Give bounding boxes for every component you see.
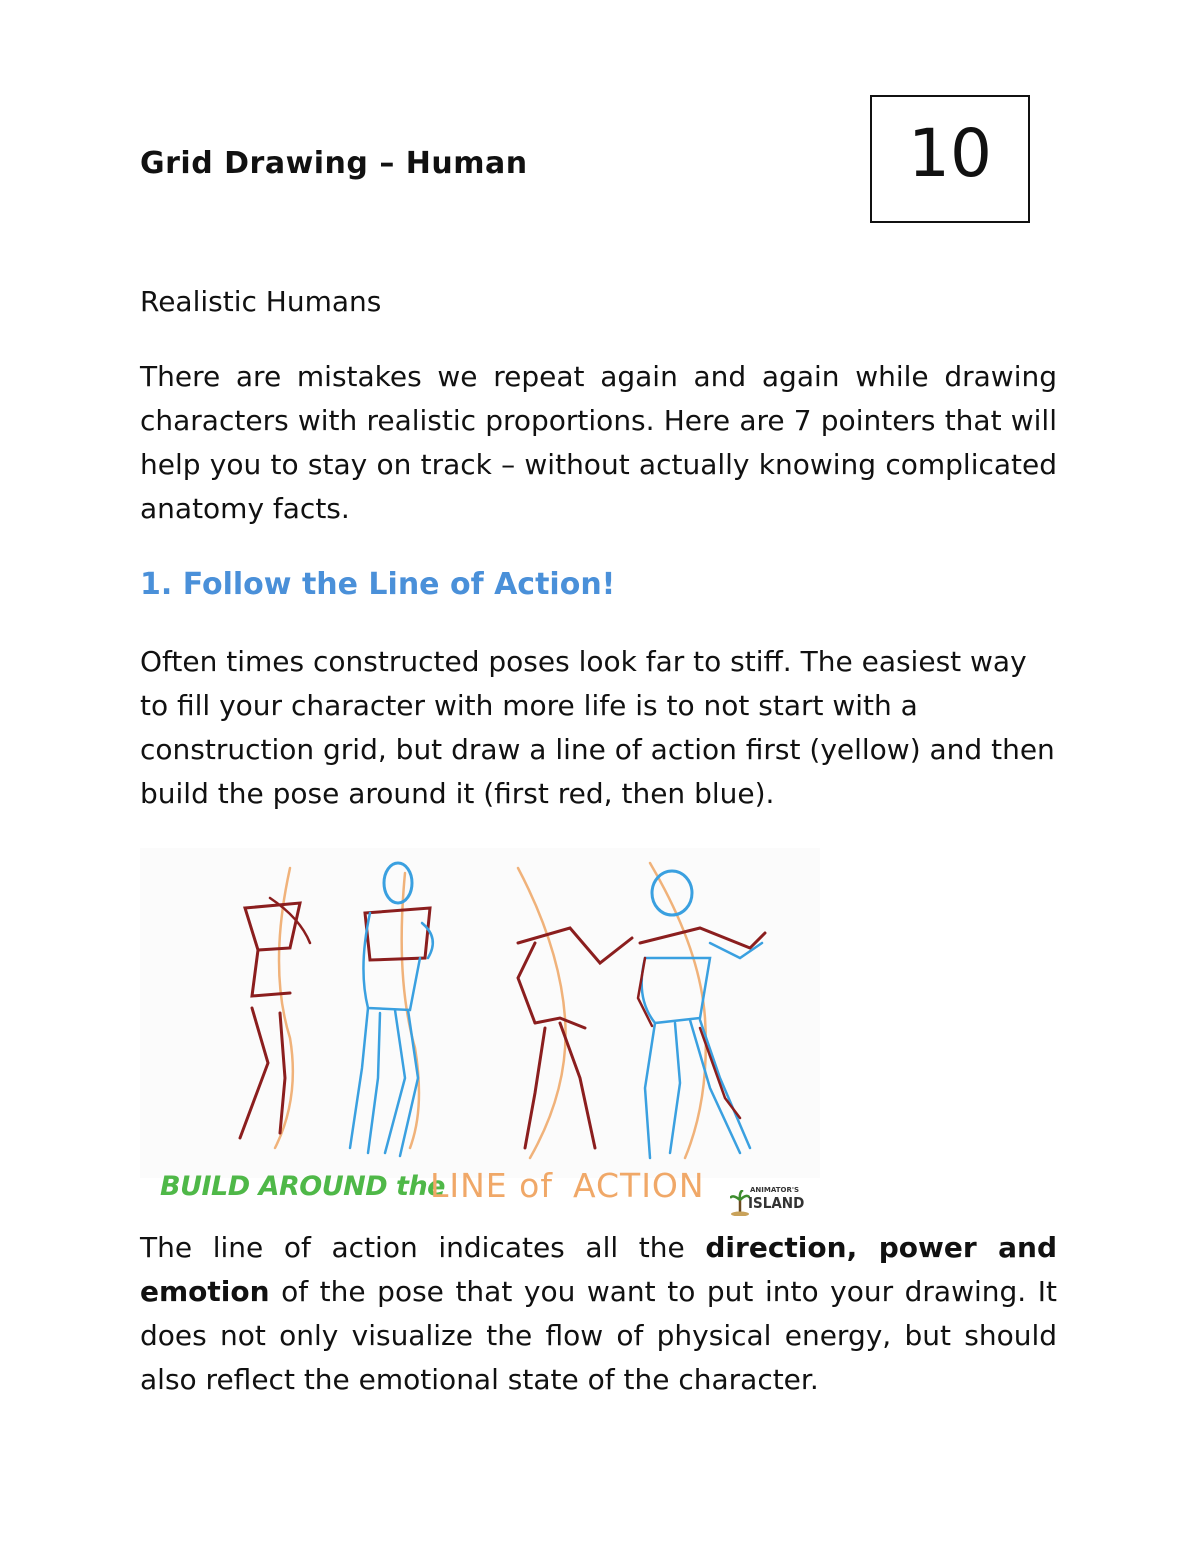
intro-paragraph: There are mistakes we repeat again and again while drawing characters with realistic proportions. Here are 7 pointers that will help you to stay on track – without actually knowing complicated anatomy facts. [140,360,1057,525]
logo-top-text: ANIMATOR'S [750,1186,800,1194]
animators-island-logo [730,1186,805,1220]
line-of-action-illustration [140,848,820,1220]
explanation-text-2: of the pose that you want to put into your drawing. It does not only visualize the flow of physical energy, but should also reflect the emotional state of the character. [140,1275,1057,1396]
caption-line-of: LINE of [430,1166,553,1205]
document-title: Grid Drawing – Human [140,146,528,181]
page-number-box [870,95,1030,223]
palm-tree-icon [730,1190,750,1216]
explanation-text-1: The line of action indicates all the [140,1231,706,1264]
explanation-bold-text: direction, power and emotion [140,1231,1057,1308]
pose-sketches [140,848,820,1178]
caption-build-around: BUILD AROUND the [160,1171,445,1202]
page-number: 10 [908,115,992,192]
caption-action: ACTION [573,1166,705,1205]
section-heading-line-of-action: 1. Follow the Line of Action! [140,567,616,602]
section-subtitle: Realistic Humans [140,285,382,318]
logo-bottom-text: ISLAND [748,1194,805,1212]
explanation-paragraph [140,1226,1057,1402]
line-of-action-paragraph: Often times constructed poses look far to stiff. The easiest way to fill your character with more life is to not start with a construction grid, but draw a line of action first (yellow) and then build the pose around it (first red, then blue). [140,645,1055,810]
